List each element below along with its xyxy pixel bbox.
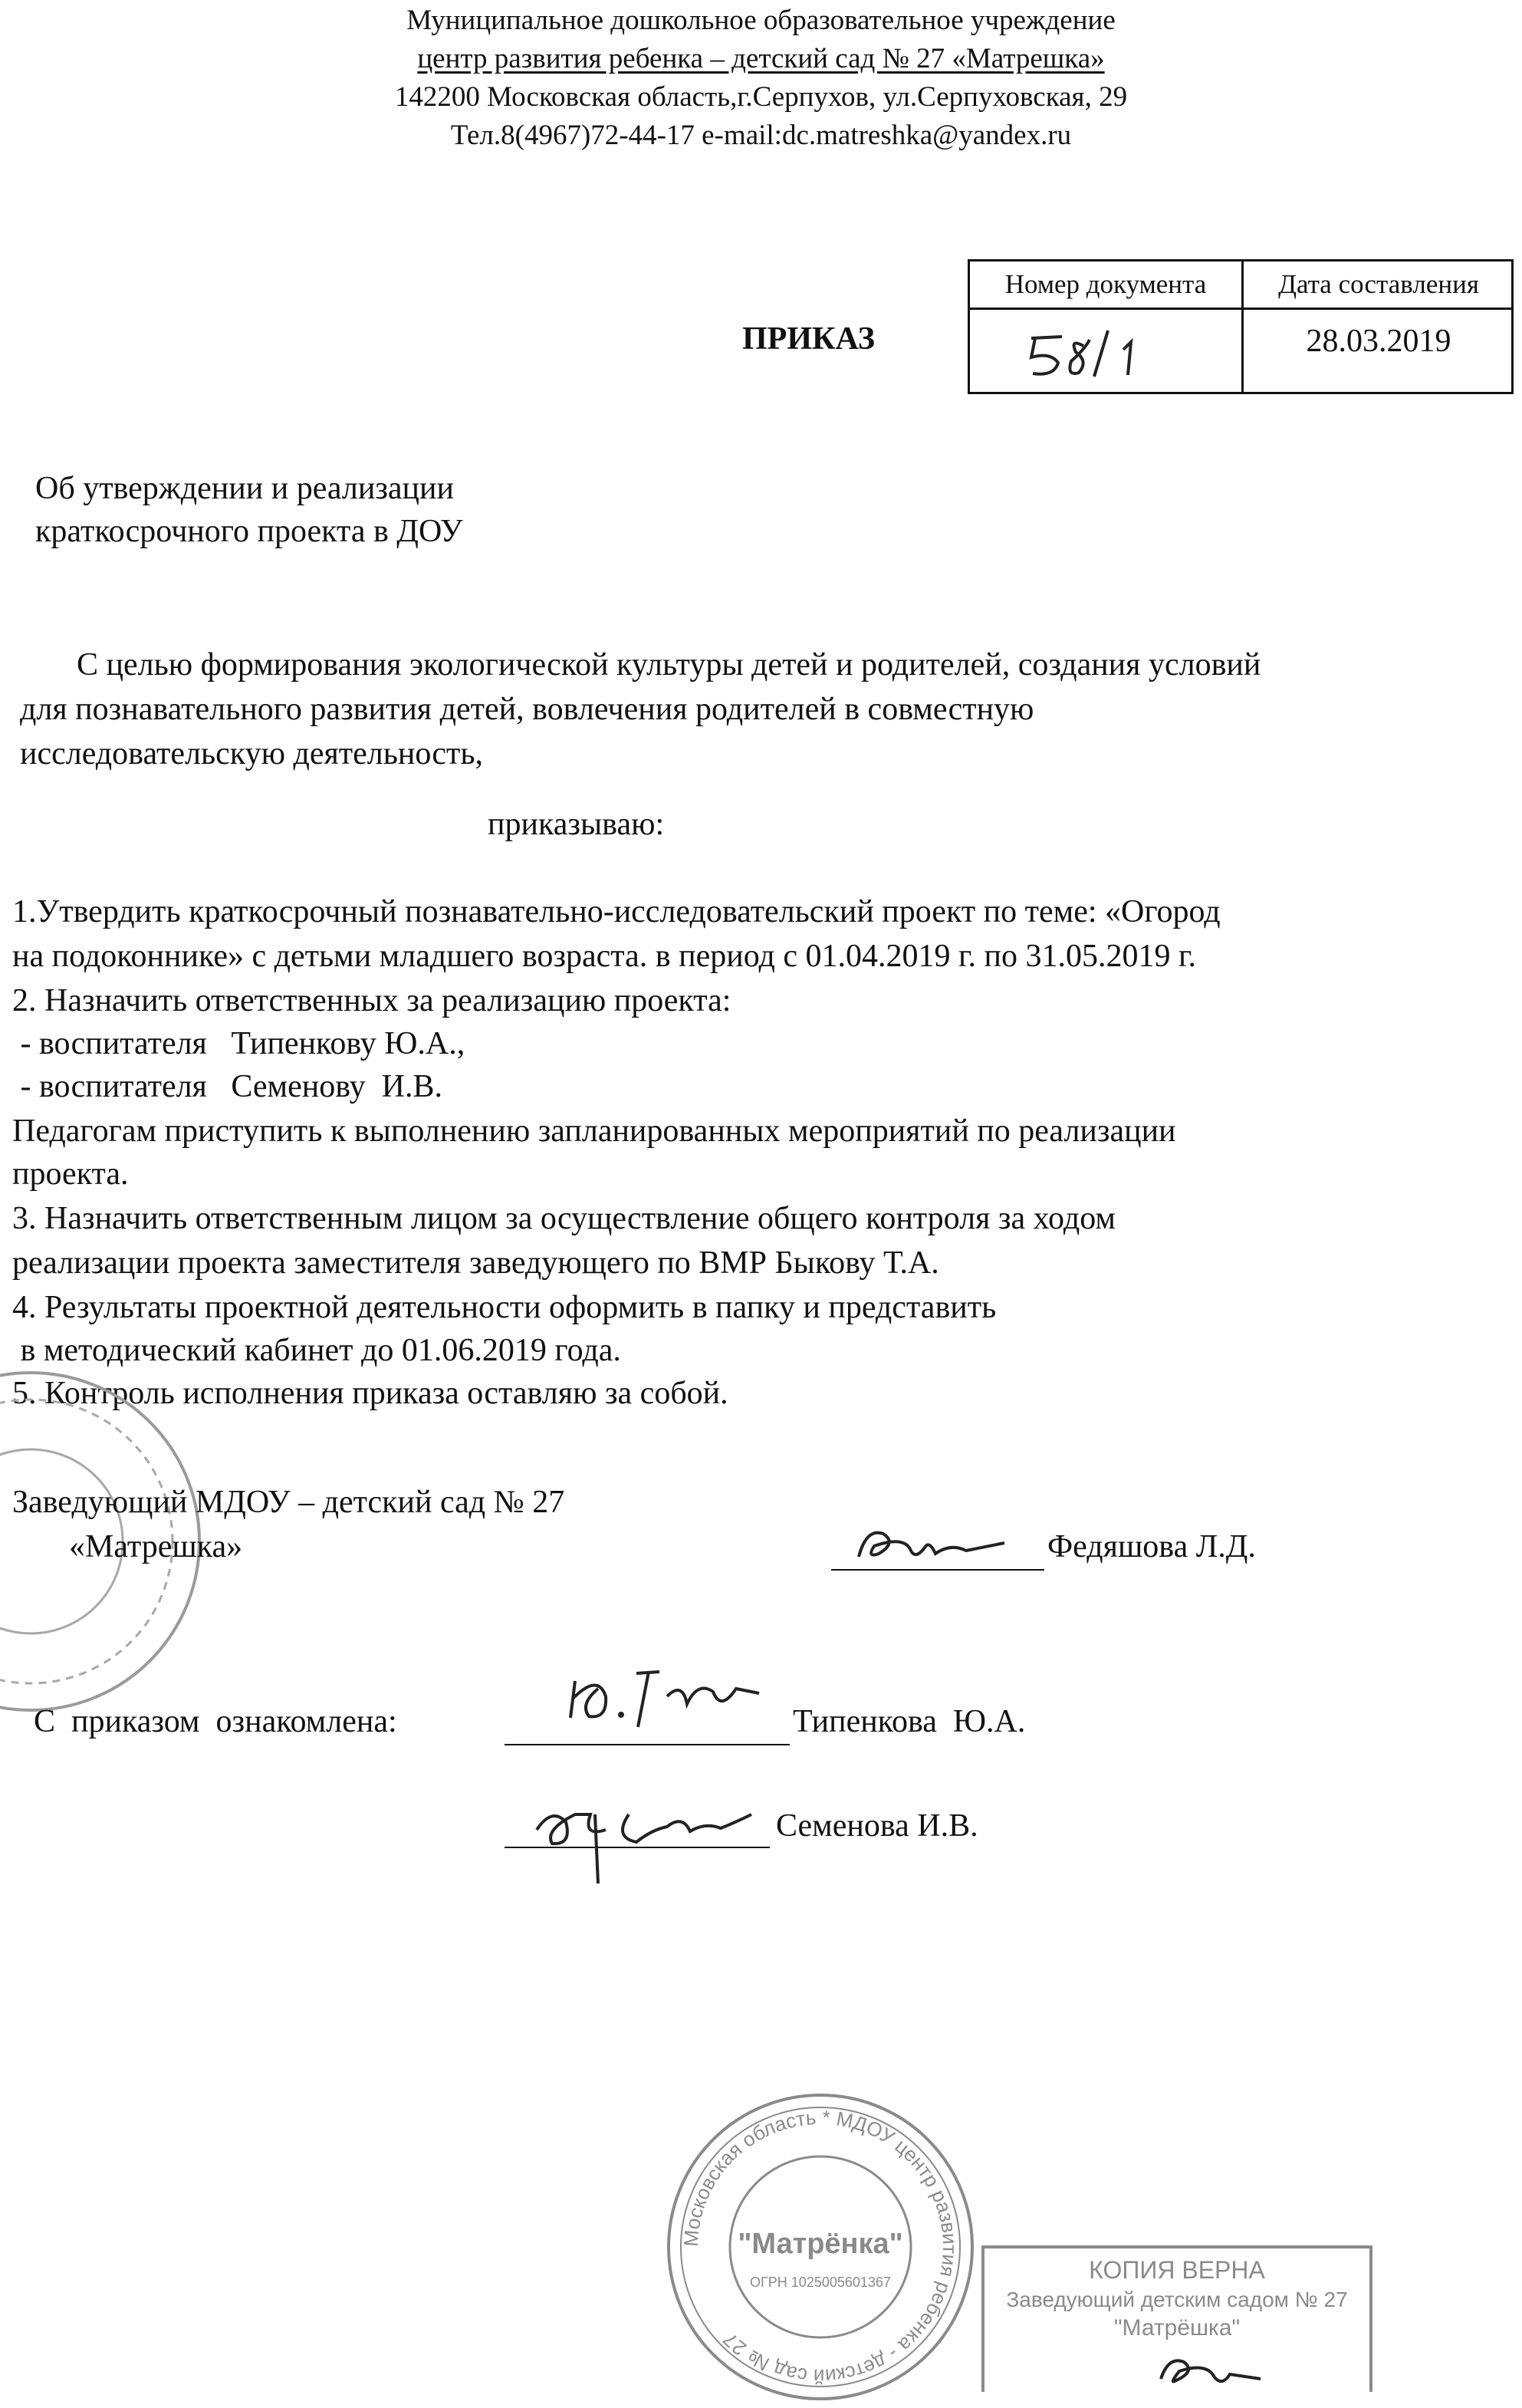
copy-stamp-position: Заведующий детским садом № 27 (1006, 2288, 1348, 2311)
item-line: в методический кабинет до 01.06.2019 года. (12, 1333, 621, 1368)
preamble-line-1: С целью формирования экологической культуры детей и родителей, создания условий (77, 647, 1261, 683)
document-info-table (968, 259, 1514, 394)
signature-line (505, 1744, 790, 1745)
subject-line-1: Об утверждении и реализации (35, 471, 454, 506)
copy-stamp-signature (1153, 2348, 1276, 2394)
item-line: 4. Результаты проектной деятельности оформить в папку и представить (12, 1290, 997, 1325)
stamp-ogrn: ОГРН 1025005601367 (750, 2275, 891, 2290)
item-line: 2. Назначить ответственных за реализацию проекта: (12, 983, 731, 1018)
item-line: проекта. (12, 1156, 129, 1192)
order-word: приказываю: (488, 807, 665, 842)
item-line: 1.Утвердить краткосрочный познавательно-исследовательский проект по теме: «Огород (12, 894, 1221, 929)
document-title: ПРИКАЗ (742, 321, 875, 357)
signature-position-1: Заведующий МДОУ – детский сад № 27 (12, 1485, 565, 1520)
director-name: Федяшова Л.Д. (1047, 1529, 1256, 1564)
item-line: на подоконнике» с детьми младшего возраста. в период с 01.04.2019 г. по 31.05.2019 г. (12, 939, 1196, 974)
item-line: - воспитателя Семенову И.В. (12, 1069, 442, 1104)
item-line: Педагогам приступить к выполнению запланированных мероприятий по реализации (12, 1114, 1176, 1149)
signature-position-2: «Матрешка» (69, 1529, 243, 1564)
copy-stamp-title: КОПИЯ ВЕРНА (1089, 2256, 1265, 2284)
org-subtitle: центр развития ребенка – детский сад № 27 «Матрешка» (417, 43, 1105, 74)
item-line: - воспитателя Типенкову Ю.А., (12, 1026, 465, 1061)
copy-certified-stamp (981, 2245, 1372, 2392)
number-header: Номер документа (1004, 269, 1207, 299)
item-line: 5. Контроль исполнения приказа оставляю за собой. (12, 1376, 728, 1411)
stamp-center-name: "Матрёнка" (738, 2228, 903, 2260)
org-address: 142200 Московская область,г.Серпухов, ул.Серпуховская, 29 (394, 81, 1128, 113)
acknowledgement-label: С приказом ознакомлена: (34, 1704, 397, 1739)
preamble-line-3: исследовательскую деятельность, (20, 736, 484, 771)
org-name: Муниципальное дошкольное образовательное учреждение (406, 5, 1116, 36)
date-header: Дата составления (1278, 269, 1479, 299)
org-contacts: Тел.8(4967)72-44-17 e-mail:dc.matreshka@yandex.ru (450, 120, 1072, 151)
acknowledged-name-2: Семенова И.В. (776, 1808, 978, 1844)
item-line: 3. Назначить ответственным лицом за осуществление общего контроля за ходом (12, 1201, 1116, 1236)
date-value: 28.03.2019 (1306, 324, 1451, 359)
acknowledged-name-1: Типенкова Ю.А. (793, 1704, 1026, 1739)
item-line: реализации проекта заместителя заведующего по ВМР Быкову Т.А. (12, 1245, 939, 1281)
copy-stamp-org: "Матрёшка" (1113, 2315, 1241, 2341)
preamble-line-2: для познавательного развития детей, вовлечения родителей в совместную (20, 692, 1034, 727)
subject-line-2: краткосрочного проекта в ДОУ (35, 514, 463, 549)
stamp-ring-text: Московская область * МДОУ центр развития ребенка - детский сад № 27 (679, 2105, 962, 2389)
